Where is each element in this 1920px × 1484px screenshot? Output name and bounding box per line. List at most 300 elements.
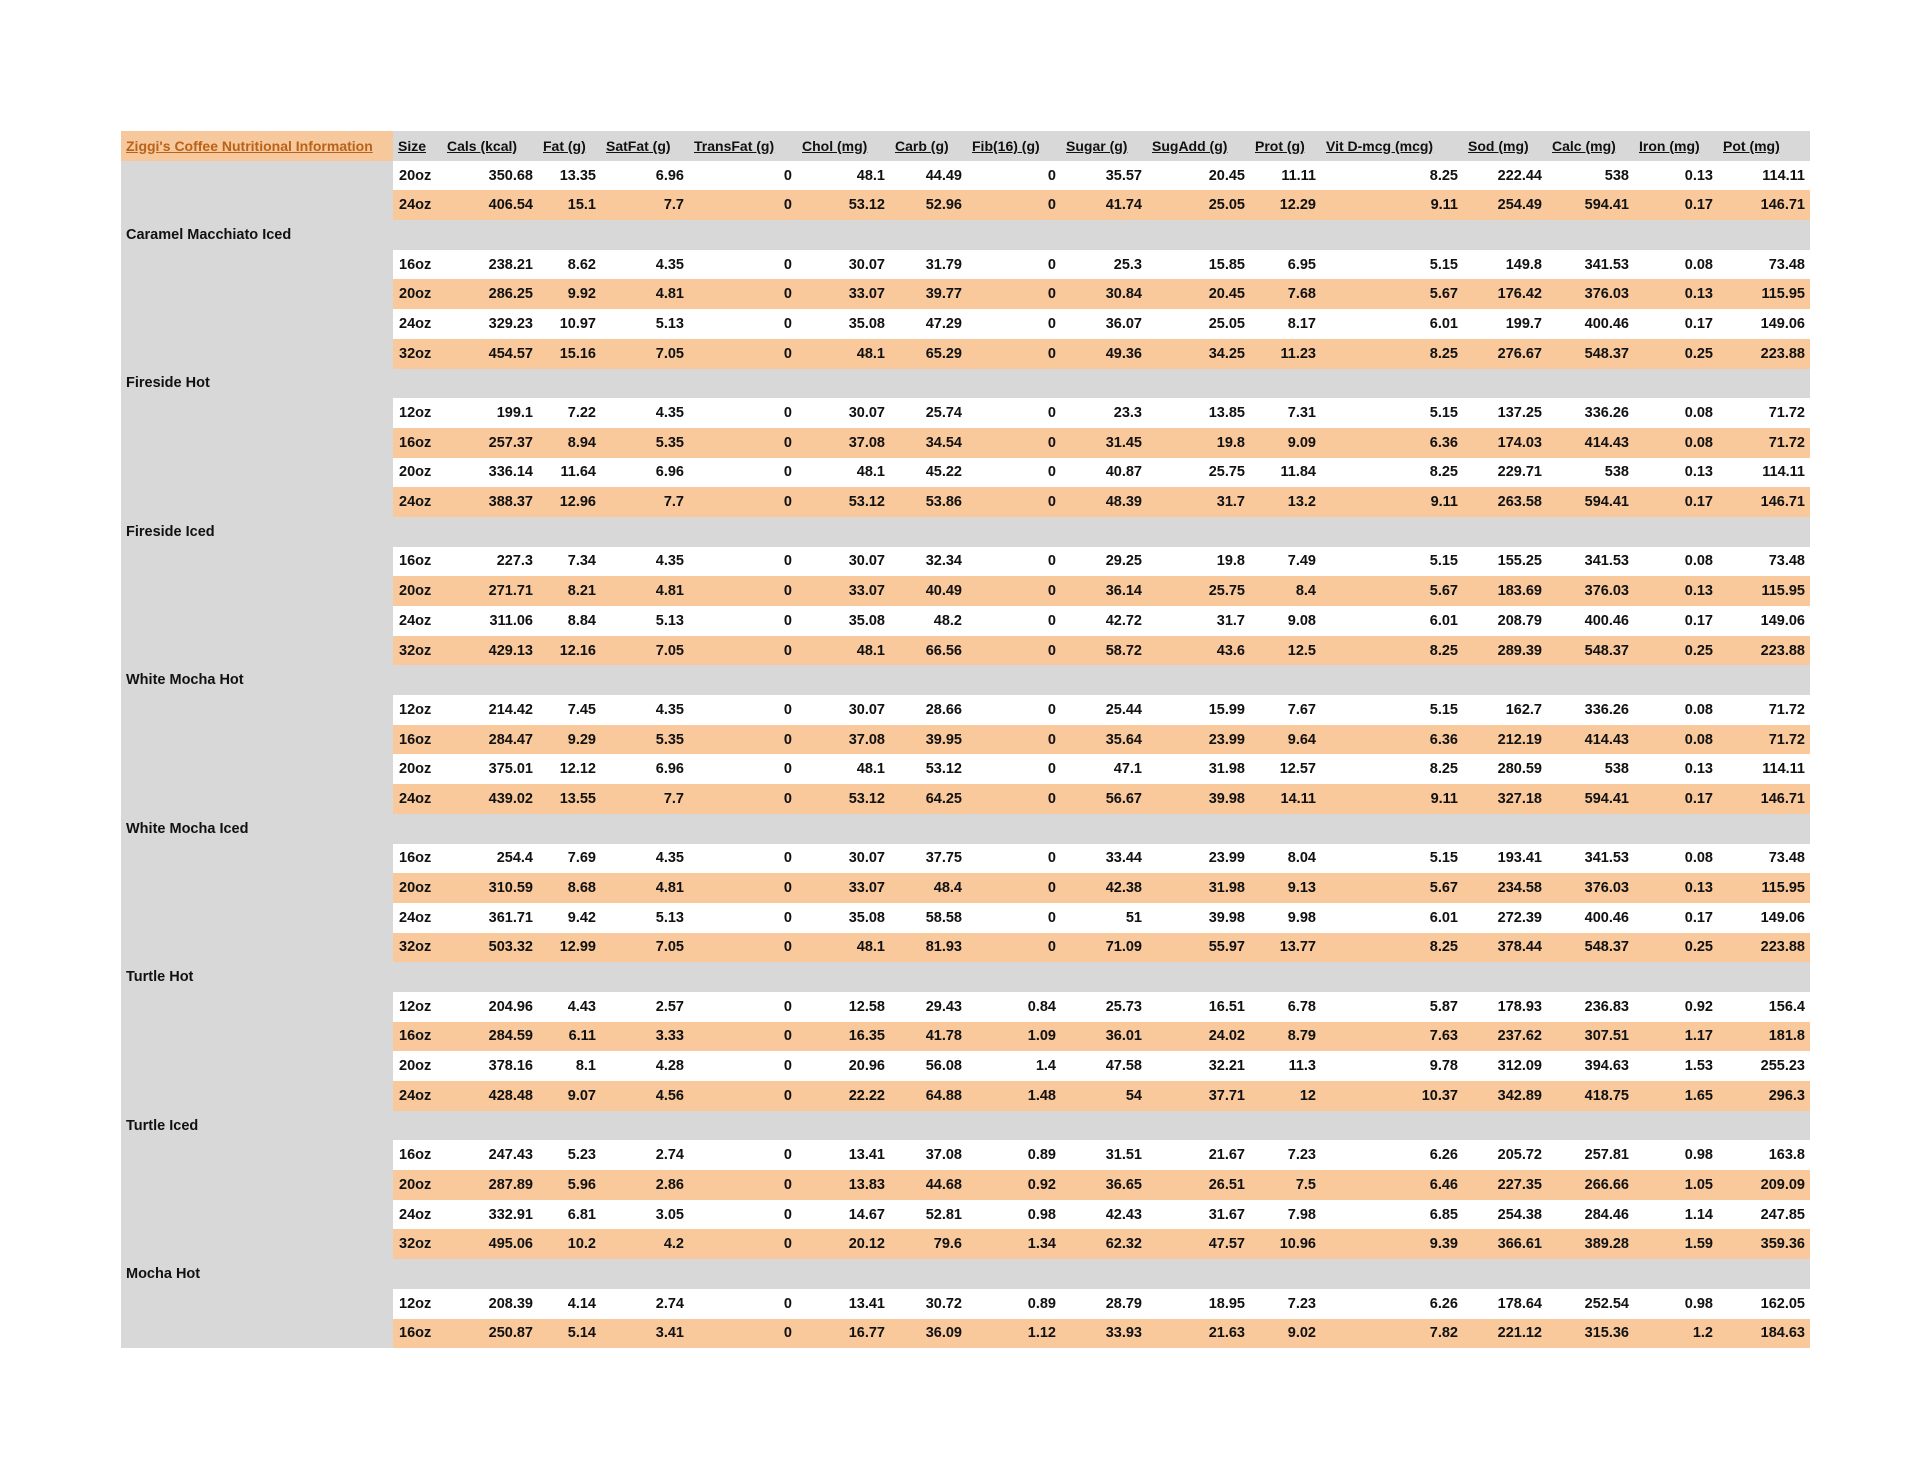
value-cell[interactable]: 254.4 [442, 844, 538, 874]
col-header-size[interactable]: Size [393, 131, 442, 161]
value-cell[interactable]: 7.7 [601, 784, 689, 814]
value-cell[interactable]: 31.67 [1147, 1200, 1250, 1230]
value-cell[interactable]: 0 [689, 250, 797, 280]
group-header-cell[interactable] [442, 517, 538, 547]
value-cell[interactable]: 0 [967, 190, 1061, 220]
value-cell[interactable]: 16.51 [1147, 992, 1250, 1022]
value-cell[interactable]: 254.38 [1463, 1200, 1547, 1230]
value-cell[interactable]: 9.78 [1321, 1051, 1463, 1081]
value-cell[interactable]: 4.81 [601, 873, 689, 903]
value-cell[interactable]: 400.46 [1547, 903, 1634, 933]
value-cell[interactable]: 25.75 [1147, 458, 1250, 488]
value-cell[interactable]: 0 [689, 161, 797, 191]
value-cell[interactable]: 3.33 [601, 1022, 689, 1052]
value-cell[interactable]: 7.63 [1321, 1022, 1463, 1052]
value-cell[interactable]: 7.45 [538, 695, 601, 725]
value-cell[interactable]: 3.05 [601, 1200, 689, 1230]
group-header-cell[interactable] [1061, 1259, 1147, 1289]
value-cell[interactable]: 1.53 [1634, 1051, 1718, 1081]
value-cell[interactable]: 25.44 [1061, 695, 1147, 725]
value-cell[interactable]: 7.05 [601, 636, 689, 666]
value-cell[interactable]: 48.1 [797, 754, 890, 784]
value-cell[interactable]: 47.58 [1061, 1051, 1147, 1081]
group-header-cell[interactable] [601, 1111, 689, 1141]
value-cell[interactable]: 0.08 [1634, 844, 1718, 874]
value-cell[interactable]: 503.32 [442, 933, 538, 963]
name-column-cell[interactable] [121, 487, 393, 517]
value-cell[interactable]: 205.72 [1463, 1140, 1547, 1170]
name-column-cell[interactable] [121, 1289, 393, 1319]
value-cell[interactable]: 0 [967, 309, 1061, 339]
value-cell[interactable]: 33.07 [797, 279, 890, 309]
value-cell[interactable]: 4.2 [601, 1229, 689, 1259]
value-cell[interactable]: 0.17 [1634, 309, 1718, 339]
value-cell[interactable]: 0 [689, 754, 797, 784]
group-header-cell[interactable] [1061, 1111, 1147, 1141]
value-cell[interactable]: 214.42 [442, 695, 538, 725]
group-header-cell[interactable] [601, 1259, 689, 1289]
value-cell[interactable]: 0 [689, 1140, 797, 1170]
value-cell[interactable]: 6.95 [1250, 250, 1321, 280]
group-header-cell[interactable] [967, 517, 1061, 547]
value-cell[interactable]: 44.68 [890, 1170, 967, 1200]
value-cell[interactable]: 8.25 [1321, 458, 1463, 488]
value-cell[interactable]: 9.64 [1250, 725, 1321, 755]
value-cell[interactable]: 12.57 [1250, 754, 1321, 784]
value-cell[interactable]: 20.45 [1147, 161, 1250, 191]
group-header-cell[interactable] [1147, 517, 1250, 547]
value-cell[interactable]: 376.03 [1547, 873, 1634, 903]
col-header-fib[interactable]: Fib(16) (g) [967, 131, 1061, 161]
value-cell[interactable]: 4.35 [601, 547, 689, 577]
value-cell[interactable]: 4.56 [601, 1081, 689, 1111]
group-header-cell[interactable] [1718, 962, 1810, 992]
value-cell[interactable]: 8.1 [538, 1051, 601, 1081]
value-cell[interactable]: 53.86 [890, 487, 967, 517]
group-header-cell[interactable] [1147, 220, 1250, 250]
value-cell[interactable]: 8.04 [1250, 844, 1321, 874]
value-cell[interactable]: 0.17 [1634, 903, 1718, 933]
value-cell[interactable]: 16.77 [797, 1319, 890, 1349]
value-cell[interactable]: 284.46 [1547, 1200, 1634, 1230]
group-header-cell[interactable] [1250, 962, 1321, 992]
group-header-cell[interactable] [1718, 1259, 1810, 1289]
value-cell[interactable]: 4.35 [601, 695, 689, 725]
col-header-sod[interactable]: Sod (mg) [1463, 131, 1547, 161]
name-column-cell[interactable] [121, 458, 393, 488]
value-cell[interactable]: 8.25 [1321, 636, 1463, 666]
value-cell[interactable]: 227.35 [1463, 1170, 1547, 1200]
value-cell[interactable]: 0 [689, 636, 797, 666]
value-cell[interactable]: 115.95 [1718, 576, 1810, 606]
value-cell[interactable]: 13.41 [797, 1140, 890, 1170]
size-cell[interactable]: 32oz [393, 339, 442, 369]
value-cell[interactable]: 79.6 [890, 1229, 967, 1259]
value-cell[interactable]: 0.17 [1634, 784, 1718, 814]
value-cell[interactable]: 0 [689, 606, 797, 636]
value-cell[interactable]: 5.15 [1321, 844, 1463, 874]
value-cell[interactable]: 73.48 [1718, 250, 1810, 280]
value-cell[interactable]: 0 [967, 576, 1061, 606]
group-header-cell[interactable] [1321, 962, 1463, 992]
value-cell[interactable]: 7.69 [538, 844, 601, 874]
value-cell[interactable]: 342.89 [1463, 1081, 1547, 1111]
group-header-cell[interactable] [1147, 814, 1250, 844]
group-header-cell[interactable] [890, 1259, 967, 1289]
group-header-cell[interactable] [393, 1259, 442, 1289]
value-cell[interactable]: 227.3 [442, 547, 538, 577]
group-header-cell[interactable] [797, 814, 890, 844]
value-cell[interactable]: 33.93 [1061, 1319, 1147, 1349]
value-cell[interactable]: 56.08 [890, 1051, 967, 1081]
name-column-cell[interactable] [121, 844, 393, 874]
value-cell[interactable]: 29.25 [1061, 547, 1147, 577]
col-header-iron[interactable]: Iron (mg) [1634, 131, 1718, 161]
value-cell[interactable]: 58.72 [1061, 636, 1147, 666]
value-cell[interactable]: 2.74 [601, 1140, 689, 1170]
value-cell[interactable]: 0 [689, 992, 797, 1022]
value-cell[interactable]: 24.02 [1147, 1022, 1250, 1052]
value-cell[interactable]: 4.14 [538, 1289, 601, 1319]
value-cell[interactable]: 263.58 [1463, 487, 1547, 517]
value-cell[interactable]: 327.18 [1463, 784, 1547, 814]
drink-name[interactable]: White Mocha Hot [121, 665, 393, 695]
value-cell[interactable]: 7.22 [538, 398, 601, 428]
value-cell[interactable]: 0 [967, 458, 1061, 488]
value-cell[interactable]: 42.43 [1061, 1200, 1147, 1230]
value-cell[interactable]: 0 [967, 487, 1061, 517]
group-header-cell[interactable] [797, 1111, 890, 1141]
size-cell[interactable]: 24oz [393, 487, 442, 517]
value-cell[interactable]: 0.98 [1634, 1140, 1718, 1170]
value-cell[interactable]: 257.81 [1547, 1140, 1634, 1170]
value-cell[interactable]: 149.06 [1718, 903, 1810, 933]
size-cell[interactable]: 20oz [393, 754, 442, 784]
size-cell[interactable]: 32oz [393, 636, 442, 666]
value-cell[interactable]: 35.57 [1061, 161, 1147, 191]
drink-name[interactable]: Fireside Hot [121, 369, 393, 399]
value-cell[interactable]: 0.84 [967, 992, 1061, 1022]
value-cell[interactable]: 0.92 [1634, 992, 1718, 1022]
value-cell[interactable]: 0 [689, 190, 797, 220]
value-cell[interactable]: 1.4 [967, 1051, 1061, 1081]
value-cell[interactable]: 30.07 [797, 250, 890, 280]
group-header-cell[interactable] [967, 1111, 1061, 1141]
value-cell[interactable]: 137.25 [1463, 398, 1547, 428]
value-cell[interactable]: 0 [689, 1200, 797, 1230]
value-cell[interactable]: 45.22 [890, 458, 967, 488]
value-cell[interactable]: 71.72 [1718, 695, 1810, 725]
value-cell[interactable]: 39.98 [1147, 903, 1250, 933]
group-header-cell[interactable] [890, 962, 967, 992]
value-cell[interactable]: 37.08 [797, 725, 890, 755]
name-column-cell[interactable] [121, 576, 393, 606]
group-header-cell[interactable] [967, 962, 1061, 992]
value-cell[interactable]: 276.67 [1463, 339, 1547, 369]
value-cell[interactable]: 0 [689, 933, 797, 963]
group-header-cell[interactable] [797, 517, 890, 547]
value-cell[interactable]: 9.08 [1250, 606, 1321, 636]
group-header-cell[interactable] [1718, 1111, 1810, 1141]
value-cell[interactable]: 284.47 [442, 725, 538, 755]
value-cell[interactable]: 538 [1547, 458, 1634, 488]
value-cell[interactable]: 12.12 [538, 754, 601, 784]
value-cell[interactable]: 6.01 [1321, 606, 1463, 636]
value-cell[interactable]: 9.92 [538, 279, 601, 309]
group-header-cell[interactable] [890, 665, 967, 695]
value-cell[interactable]: 7.98 [1250, 1200, 1321, 1230]
value-cell[interactable]: 0 [689, 458, 797, 488]
value-cell[interactable]: 394.63 [1547, 1051, 1634, 1081]
value-cell[interactable]: 21.67 [1147, 1140, 1250, 1170]
size-cell[interactable]: 12oz [393, 695, 442, 725]
value-cell[interactable]: 0.92 [967, 1170, 1061, 1200]
group-header-cell[interactable] [1547, 517, 1634, 547]
value-cell[interactable]: 0 [689, 428, 797, 458]
name-column-cell[interactable] [121, 1051, 393, 1081]
value-cell[interactable]: 30.72 [890, 1289, 967, 1319]
value-cell[interactable]: 0.13 [1634, 458, 1718, 488]
value-cell[interactable]: 0 [689, 547, 797, 577]
value-cell[interactable]: 162.05 [1718, 1289, 1810, 1319]
value-cell[interactable]: 400.46 [1547, 606, 1634, 636]
group-header-cell[interactable] [1250, 814, 1321, 844]
value-cell[interactable]: 0 [689, 309, 797, 339]
value-cell[interactable]: 307.51 [1547, 1022, 1634, 1052]
value-cell[interactable]: 10.96 [1250, 1229, 1321, 1259]
group-header-cell[interactable] [890, 814, 967, 844]
value-cell[interactable]: 115.95 [1718, 873, 1810, 903]
value-cell[interactable]: 5.15 [1321, 695, 1463, 725]
value-cell[interactable]: 4.35 [601, 844, 689, 874]
value-cell[interactable]: 254.49 [1463, 190, 1547, 220]
value-cell[interactable]: 25.05 [1147, 190, 1250, 220]
value-cell[interactable]: 25.3 [1061, 250, 1147, 280]
size-cell[interactable]: 24oz [393, 903, 442, 933]
value-cell[interactable]: 1.09 [967, 1022, 1061, 1052]
group-header-cell[interactable] [1321, 220, 1463, 250]
value-cell[interactable]: 6.96 [601, 754, 689, 784]
col-header-carb[interactable]: Carb (g) [890, 131, 967, 161]
group-header-cell[interactable] [538, 962, 601, 992]
value-cell[interactable]: 0 [689, 873, 797, 903]
value-cell[interactable]: 0.08 [1634, 428, 1718, 458]
value-cell[interactable]: 199.7 [1463, 309, 1547, 339]
value-cell[interactable]: 366.61 [1463, 1229, 1547, 1259]
value-cell[interactable]: 20.45 [1147, 279, 1250, 309]
value-cell[interactable]: 6.96 [601, 458, 689, 488]
group-header-cell[interactable] [890, 369, 967, 399]
value-cell[interactable]: 149.06 [1718, 309, 1810, 339]
group-header-cell[interactable] [601, 369, 689, 399]
value-cell[interactable]: 15.85 [1147, 250, 1250, 280]
name-column-cell[interactable] [121, 1081, 393, 1111]
value-cell[interactable]: 71.72 [1718, 725, 1810, 755]
group-header-cell[interactable] [393, 220, 442, 250]
group-header-cell[interactable] [1634, 369, 1718, 399]
value-cell[interactable]: 4.28 [601, 1051, 689, 1081]
value-cell[interactable]: 6.26 [1321, 1289, 1463, 1319]
value-cell[interactable]: 0 [689, 844, 797, 874]
value-cell[interactable]: 594.41 [1547, 784, 1634, 814]
value-cell[interactable]: 36.14 [1061, 576, 1147, 606]
value-cell[interactable]: 0 [689, 576, 797, 606]
value-cell[interactable]: 284.59 [442, 1022, 538, 1052]
name-column-cell[interactable] [121, 992, 393, 1022]
group-header-cell[interactable] [797, 665, 890, 695]
value-cell[interactable]: 162.7 [1463, 695, 1547, 725]
group-header-cell[interactable] [1250, 1259, 1321, 1289]
value-cell[interactable]: 71.72 [1718, 398, 1810, 428]
name-column-cell[interactable] [121, 784, 393, 814]
group-header-cell[interactable] [393, 517, 442, 547]
name-column-cell[interactable] [121, 398, 393, 428]
value-cell[interactable]: 223.88 [1718, 933, 1810, 963]
value-cell[interactable]: 376.03 [1547, 576, 1634, 606]
value-cell[interactable]: 178.93 [1463, 992, 1547, 1022]
group-header-cell[interactable] [1547, 1111, 1634, 1141]
value-cell[interactable]: 0 [967, 339, 1061, 369]
size-cell[interactable]: 20oz [393, 576, 442, 606]
value-cell[interactable]: 5.14 [538, 1319, 601, 1349]
value-cell[interactable]: 37.71 [1147, 1081, 1250, 1111]
value-cell[interactable]: 31.51 [1061, 1140, 1147, 1170]
value-cell[interactable]: 10.37 [1321, 1081, 1463, 1111]
value-cell[interactable]: 4.35 [601, 250, 689, 280]
group-header-cell[interactable] [393, 814, 442, 844]
value-cell[interactable]: 36.01 [1061, 1022, 1147, 1052]
group-header-cell[interactable] [1147, 1111, 1250, 1141]
value-cell[interactable]: 43.6 [1147, 636, 1250, 666]
value-cell[interactable]: 0.89 [967, 1289, 1061, 1319]
value-cell[interactable]: 7.68 [1250, 279, 1321, 309]
size-cell[interactable]: 32oz [393, 1229, 442, 1259]
value-cell[interactable]: 0.98 [967, 1200, 1061, 1230]
drink-name[interactable]: Caramel Macchiato Iced [121, 220, 393, 250]
value-cell[interactable]: 35.08 [797, 606, 890, 636]
value-cell[interactable]: 1.2 [1634, 1319, 1718, 1349]
size-cell[interactable]: 20oz [393, 1051, 442, 1081]
drink-name[interactable]: Fireside Iced [121, 517, 393, 547]
name-column-cell[interactable] [121, 339, 393, 369]
group-header-cell[interactable] [442, 962, 538, 992]
value-cell[interactable]: 257.37 [442, 428, 538, 458]
group-header-cell[interactable] [1250, 369, 1321, 399]
value-cell[interactable]: 37.08 [890, 1140, 967, 1170]
name-column-cell[interactable] [121, 428, 393, 458]
value-cell[interactable]: 9.98 [1250, 903, 1321, 933]
group-header-cell[interactable] [1634, 814, 1718, 844]
value-cell[interactable]: 6.26 [1321, 1140, 1463, 1170]
value-cell[interactable]: 0 [967, 636, 1061, 666]
group-header-cell[interactable] [601, 665, 689, 695]
group-header-cell[interactable] [1321, 814, 1463, 844]
value-cell[interactable]: 47.1 [1061, 754, 1147, 784]
group-header-cell[interactable] [442, 665, 538, 695]
value-cell[interactable]: 9.39 [1321, 1229, 1463, 1259]
value-cell[interactable]: 0 [967, 547, 1061, 577]
value-cell[interactable]: 312.09 [1463, 1051, 1547, 1081]
value-cell[interactable]: 7.23 [1250, 1140, 1321, 1170]
drink-name[interactable]: White Mocha Iced [121, 814, 393, 844]
group-header-cell[interactable] [538, 1111, 601, 1141]
size-cell[interactable]: 16oz [393, 250, 442, 280]
group-header-cell[interactable] [1718, 369, 1810, 399]
value-cell[interactable]: 15.1 [538, 190, 601, 220]
value-cell[interactable]: 0.08 [1634, 398, 1718, 428]
value-cell[interactable]: 5.23 [538, 1140, 601, 1170]
value-cell[interactable]: 40.49 [890, 576, 967, 606]
value-cell[interactable]: 23.99 [1147, 725, 1250, 755]
value-cell[interactable]: 11.64 [538, 458, 601, 488]
value-cell[interactable]: 54 [1061, 1081, 1147, 1111]
name-column-cell[interactable] [121, 309, 393, 339]
drink-name[interactable]: Mocha Hot [121, 1259, 393, 1289]
value-cell[interactable]: 178.64 [1463, 1289, 1547, 1319]
group-header-cell[interactable] [1463, 962, 1547, 992]
value-cell[interactable]: 5.87 [1321, 992, 1463, 1022]
name-column-cell[interactable] [121, 725, 393, 755]
group-header-cell[interactable] [1061, 369, 1147, 399]
value-cell[interactable]: 44.49 [890, 161, 967, 191]
value-cell[interactable]: 311.06 [442, 606, 538, 636]
value-cell[interactable]: 594.41 [1547, 487, 1634, 517]
value-cell[interactable]: 0.13 [1634, 161, 1718, 191]
value-cell[interactable]: 255.23 [1718, 1051, 1810, 1081]
value-cell[interactable]: 48.39 [1061, 487, 1147, 517]
value-cell[interactable]: 0 [689, 398, 797, 428]
group-header-cell[interactable] [601, 962, 689, 992]
value-cell[interactable]: 114.11 [1718, 458, 1810, 488]
value-cell[interactable]: 13.41 [797, 1289, 890, 1319]
group-header-cell[interactable] [689, 665, 797, 695]
group-header-cell[interactable] [1321, 1111, 1463, 1141]
value-cell[interactable]: 0 [689, 487, 797, 517]
group-header-cell[interactable] [1634, 665, 1718, 695]
value-cell[interactable]: 71.09 [1061, 933, 1147, 963]
value-cell[interactable]: 35.08 [797, 903, 890, 933]
value-cell[interactable]: 1.65 [1634, 1081, 1718, 1111]
group-header-cell[interactable] [1061, 665, 1147, 695]
name-column-cell[interactable] [121, 1229, 393, 1259]
value-cell[interactable]: 156.4 [1718, 992, 1810, 1022]
group-header-cell[interactable] [1634, 962, 1718, 992]
value-cell[interactable]: 495.06 [442, 1229, 538, 1259]
value-cell[interactable]: 5.15 [1321, 398, 1463, 428]
value-cell[interactable]: 0.98 [1634, 1289, 1718, 1319]
value-cell[interactable]: 31.98 [1147, 754, 1250, 784]
value-cell[interactable]: 22.22 [797, 1081, 890, 1111]
value-cell[interactable]: 0.08 [1634, 547, 1718, 577]
value-cell[interactable]: 12.96 [538, 487, 601, 517]
value-cell[interactable]: 48.1 [797, 339, 890, 369]
group-header-cell[interactable] [1463, 369, 1547, 399]
value-cell[interactable]: 1.12 [967, 1319, 1061, 1349]
group-header-cell[interactable] [1250, 1111, 1321, 1141]
value-cell[interactable]: 35.64 [1061, 725, 1147, 755]
value-cell[interactable]: 375.01 [442, 754, 538, 784]
value-cell[interactable]: 15.16 [538, 339, 601, 369]
value-cell[interactable]: 296.3 [1718, 1081, 1810, 1111]
value-cell[interactable]: 8.17 [1250, 309, 1321, 339]
value-cell[interactable]: 0 [689, 1289, 797, 1319]
value-cell[interactable]: 9.09 [1250, 428, 1321, 458]
value-cell[interactable]: 13.55 [538, 784, 601, 814]
group-header-cell[interactable] [797, 962, 890, 992]
group-header-cell[interactable] [1061, 220, 1147, 250]
value-cell[interactable]: 209.09 [1718, 1170, 1810, 1200]
group-header-cell[interactable] [1061, 814, 1147, 844]
